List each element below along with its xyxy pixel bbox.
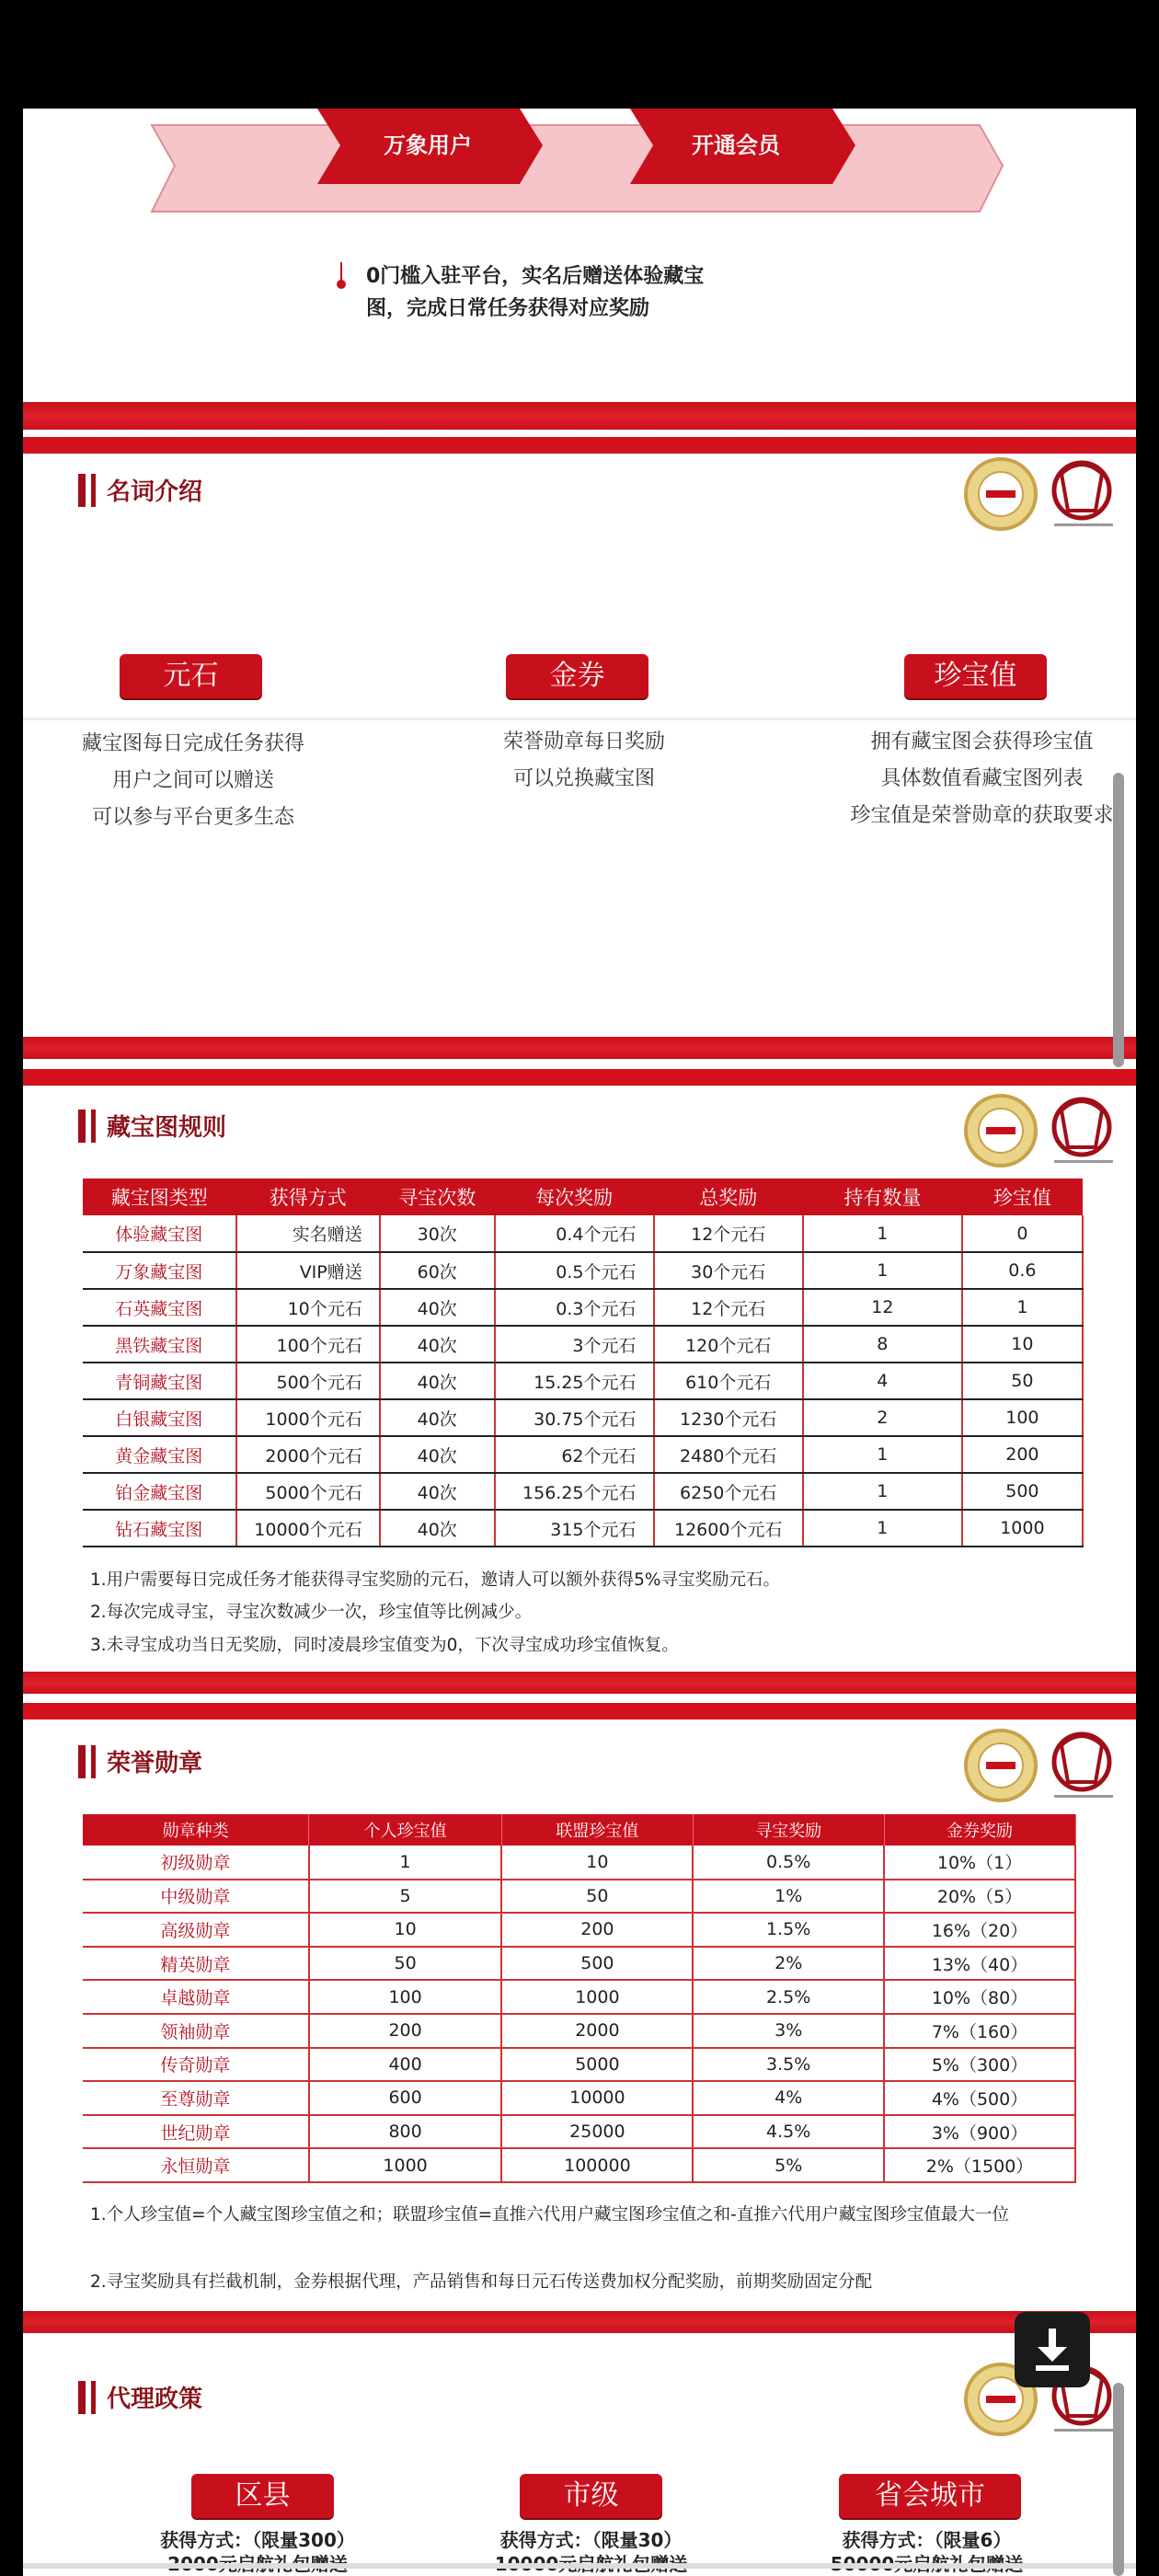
table-cell: 30次	[380, 1215, 495, 1252]
table-cell: 5	[309, 1880, 502, 1914]
medals-table	[83, 1814, 1076, 2183]
table-cell: 40次	[380, 1399, 495, 1436]
column-header: 寻宝次数	[380, 1179, 495, 1215]
table-cell: 传奇勋章	[83, 2048, 309, 2082]
table-row	[83, 2148, 1075, 2182]
table-cell: 5%	[693, 2148, 884, 2182]
table-cell: 50	[309, 1947, 502, 1981]
table-cell: 100	[309, 1980, 502, 2014]
table-cell: 40次	[380, 1510, 495, 1547]
map-note-3: 3.未寻宝成功当日无奖励，同时凌晨珍宝值变为0，下次寻宝成功珍宝值恢复。	[90, 1636, 679, 1655]
table-row	[83, 1510, 1083, 1547]
table-cell: 10个元石	[236, 1289, 380, 1326]
table-row	[83, 1363, 1083, 1399]
table-cell: 12600个元石	[654, 1510, 803, 1547]
column-header: 藏宝图类型	[83, 1179, 236, 1215]
table-cell: 50	[501, 1880, 693, 1914]
table-cell: 100000	[501, 2148, 693, 2182]
table-cell: 1000	[309, 2148, 502, 2182]
term-divider	[23, 718, 1136, 720]
table-cell: 20%（5）	[884, 1880, 1075, 1914]
medal-note-2: 2.寻宝奖励具有拦截机制，金券根据代理，产品销售和每日元石传送费加权分配奖励，前期奖励固定分配	[90, 2272, 873, 2292]
table-row	[83, 2014, 1075, 2048]
column-header: 联盟珍宝值	[501, 1814, 693, 1846]
table-cell: 4%	[693, 2081, 884, 2115]
section-title-terms: 名词介绍	[78, 473, 202, 507]
table-row	[83, 1252, 1083, 1289]
table-cell: 12	[803, 1289, 962, 1326]
table-cell: 5%（300）	[884, 2048, 1075, 2082]
table-cell: 8	[803, 1326, 962, 1363]
divider-line	[23, 437, 1136, 454]
table-cell: 100个元石	[236, 1326, 380, 1363]
column-header: 勋章种类	[83, 1814, 309, 1846]
download-button[interactable]	[1015, 2312, 1090, 2387]
table-cell: 5000	[501, 2048, 693, 2082]
table-row	[83, 1473, 1083, 1510]
intro-text-2: 图，完成日常任务获得对应奖励	[366, 297, 650, 320]
table-cell: 7%（160）	[884, 2014, 1075, 2048]
table-header-row	[83, 1179, 1083, 1215]
table-cell: 0	[962, 1215, 1083, 1252]
table-cell: 1230个元石	[654, 1399, 803, 1436]
term-desc-jinquan: 荣誉勋章每日奖励 可以兑换藏宝图	[502, 730, 665, 790]
table-cell: 30个元石	[654, 1252, 803, 1289]
table-cell: 16%（20）	[884, 1913, 1075, 1947]
table-cell: 2.5%	[693, 1980, 884, 2014]
table-cell: 12个元石	[654, 1215, 803, 1252]
flow-arrows	[23, 109, 1136, 219]
table-row	[83, 1215, 1083, 1252]
table-cell: 白银藏宝图	[83, 1399, 236, 1436]
table-cell: 高级勋章	[83, 1913, 309, 1947]
table-cell: 4.5%	[693, 2115, 884, 2149]
table-cell: 1	[803, 1473, 962, 1510]
section-title-medals: 荣誉勋章	[78, 1744, 202, 1778]
table-cell: 10%（80）	[884, 1980, 1075, 2014]
table-cell: 40次	[380, 1473, 495, 1510]
column-header: 总奖励	[654, 1179, 803, 1215]
table-row	[83, 2081, 1075, 2115]
table-cell: 3个元石	[495, 1326, 654, 1363]
table-cell: 40次	[380, 1436, 495, 1473]
table-cell: 3%（900）	[884, 2115, 1075, 2149]
section-title-agency: 代理政策	[78, 2380, 202, 2414]
table-cell: 1%	[693, 1880, 884, 1914]
table-cell: 万象藏宝图	[83, 1252, 236, 1289]
table-cell: 200	[501, 1913, 693, 1947]
medal-logo-icon	[962, 1727, 1124, 1804]
table-cell: 400	[309, 2048, 502, 2082]
agency-desc-city: 获得方式：（限量30）	[499, 2529, 683, 2551]
table-row	[83, 1289, 1083, 1326]
column-header: 获得方式	[236, 1179, 380, 1215]
table-cell: 0.5%	[693, 1846, 884, 1880]
table-cell: 100	[962, 1399, 1083, 1436]
map-rules-table	[83, 1179, 1084, 1547]
table-cell: 62个元石	[495, 1436, 654, 1473]
column-header: 珍宝值	[962, 1179, 1083, 1215]
agency-pill-county: 区县	[191, 2474, 334, 2518]
table-cell: 1000	[962, 1510, 1083, 1547]
scrollbar-thumb[interactable]	[1113, 2383, 1124, 2576]
section-title-map-rules: 藏宝图规则	[78, 1109, 226, 1143]
table-cell: 10%（1）	[884, 1846, 1075, 1880]
agency-pill-province: 省会城市	[839, 2474, 1021, 2518]
table-cell: 500	[962, 1473, 1083, 1510]
column-header: 每次奖励	[495, 1179, 654, 1215]
table-cell: 10000个元石	[236, 1510, 380, 1547]
table-cell: 1000个元石	[236, 1399, 380, 1436]
table-cell: 40次	[380, 1363, 495, 1399]
agency-pill-city: 市级	[520, 2474, 662, 2518]
table-header-row	[83, 1814, 1075, 1846]
table-cell: 2%（1500）	[884, 2148, 1075, 2182]
medal-logo-icon	[962, 455, 1124, 533]
table-row	[83, 1947, 1075, 1981]
table-cell: 0.5个元石	[495, 1252, 654, 1289]
table-cell: 13%（40）	[884, 1947, 1075, 1981]
table-cell: 30.75个元石	[495, 1399, 654, 1436]
table-cell: 4	[803, 1363, 962, 1399]
agency-desc-county: 获得方式：（限量300）	[160, 2529, 355, 2551]
map-note-2: 2.每次完成寻宝，寻宝次数减少一次，珍宝值等比例减少。	[90, 1603, 533, 1622]
table-cell: 3.5%	[693, 2048, 884, 2082]
table-row	[83, 1913, 1075, 1947]
table-cell: 200	[309, 2014, 502, 2048]
column-header: 金券奖励	[884, 1814, 1075, 1846]
divider-band	[23, 1672, 1136, 1694]
table-cell: 12个元石	[654, 1289, 803, 1326]
table-cell: 1	[309, 1846, 502, 1880]
download-icon	[1015, 2312, 1090, 2387]
divider-band	[23, 1037, 1136, 1059]
medal-logo-icon	[962, 1092, 1124, 1169]
table-cell: 156.25个元石	[495, 1473, 654, 1510]
table-row	[83, 1436, 1083, 1473]
flow-step-1: 万象用户	[384, 132, 472, 158]
table-cell: 1	[962, 1289, 1083, 1326]
table-cell: 500个元石	[236, 1363, 380, 1399]
flow-step-2: 开通会员	[692, 132, 780, 158]
bottom-divider	[23, 2563, 1136, 2569]
column-header: 个人珍宝值	[309, 1814, 502, 1846]
column-header: 寻宝奖励	[693, 1814, 884, 1846]
table-cell: 石英藏宝图	[83, 1289, 236, 1326]
table-cell: 黑铁藏宝图	[83, 1326, 236, 1363]
table-cell: 黄金藏宝图	[83, 1436, 236, 1473]
table-cell: 5000个元石	[236, 1473, 380, 1510]
table-row	[83, 1326, 1083, 1363]
table-cell: 2480个元石	[654, 1436, 803, 1473]
table-cell: 2	[803, 1399, 962, 1436]
term-pill-zhenbaozhi: 珍宝值	[904, 654, 1047, 698]
table-cell: 6250个元石	[654, 1473, 803, 1510]
table-cell: 315个元石	[495, 1510, 654, 1547]
scrollbar-thumb[interactable]	[1113, 773, 1124, 1067]
table-row	[83, 1846, 1075, 1880]
table-cell: 永恒勋章	[83, 2148, 309, 2182]
table-cell: 10	[309, 1913, 502, 1947]
table-cell: 800	[309, 2115, 502, 2149]
table-cell: 铂金藏宝图	[83, 1473, 236, 1510]
table-cell: 领袖勋章	[83, 2014, 309, 2048]
term-pill-jinquan: 金券	[506, 654, 648, 698]
medal-note-1: 1.个人珍宝值=个人藏宝图珍宝值之和；联盟珍宝值=直推六代用户藏宝图珍宝值之和-直推六代用户藏宝图珍宝值最大一位	[90, 2205, 1009, 2225]
table-cell: 至尊勋章	[83, 2081, 309, 2115]
table-cell: 3%	[693, 2014, 884, 2048]
table-cell: 2000个元石	[236, 1436, 380, 1473]
table-cell: 60次	[380, 1252, 495, 1289]
table-cell: 青铜藏宝图	[83, 1363, 236, 1399]
table-cell: 610个元石	[654, 1363, 803, 1399]
map-note-1: 1.用户需要每日完成任务才能获得寻宝奖励的元石，邀请人可以额外获得5%寻宝奖励元石。	[90, 1570, 781, 1590]
table-cell: 精英勋章	[83, 1947, 309, 1981]
table-cell: 200	[962, 1436, 1083, 1473]
table-cell: 0.3个元石	[495, 1289, 654, 1326]
table-cell: 10	[501, 1846, 693, 1880]
table-cell: 体验藏宝图	[83, 1215, 236, 1252]
table-cell: 4%（500）	[884, 2081, 1075, 2115]
timeline-dot	[337, 280, 346, 289]
table-cell: 中级勋章	[83, 1880, 309, 1914]
divider-line	[23, 1703, 1136, 1719]
table-cell: 1	[803, 1510, 962, 1547]
table-cell: 50	[962, 1363, 1083, 1399]
table-cell: 0.6	[962, 1252, 1083, 1289]
table-cell: 500	[501, 1947, 693, 1981]
table-cell: 40次	[380, 1326, 495, 1363]
column-header: 持有数量	[803, 1179, 962, 1215]
table-cell: 2%	[693, 1947, 884, 1981]
table-cell: 初级勋章	[83, 1846, 309, 1880]
divider-band	[23, 402, 1136, 430]
table-cell: 实名赠送	[236, 1215, 380, 1252]
table-cell: 600	[309, 2081, 502, 2115]
term-pill-yuanshi: 元石	[120, 654, 262, 698]
divider-line	[23, 1069, 1136, 1086]
table-cell: 世纪勋章	[83, 2115, 309, 2149]
table-cell: 15.25个元石	[495, 1363, 654, 1399]
table-cell: 2000	[501, 2014, 693, 2048]
term-desc-yuanshi: 藏宝图每日完成任务获得 用户之间可以赠送 可以参与平台更多生态	[81, 732, 304, 829]
table-cell: 1	[803, 1252, 962, 1289]
table-cell: 1000	[501, 1980, 693, 2014]
table-cell: 10	[962, 1326, 1083, 1363]
table-cell: 120个元石	[654, 1326, 803, 1363]
table-row	[83, 1880, 1075, 1914]
table-cell: 25000	[501, 2115, 693, 2149]
intro-text-1: 0门槛入驻平台，实名后赠送体验藏宝	[366, 265, 705, 288]
agency-desc-province: 获得方式：（限量6）	[842, 2529, 1012, 2551]
table-cell: 卓越勋章	[83, 1980, 309, 2014]
table-row	[83, 2048, 1075, 2082]
term-desc-zhenbaozhi: 拥有藏宝图会获得珍宝值 具体数值看藏宝图列表 珍宝值是荣誉勋章的获取要求	[850, 730, 1114, 827]
divider-band	[23, 2311, 1136, 2333]
table-cell: 0.4个元石	[495, 1215, 654, 1252]
table-cell: 1	[803, 1436, 962, 1473]
table-cell: 10000	[501, 2081, 693, 2115]
table-cell: 1.5%	[693, 1913, 884, 1947]
table-cell: VIP赠送	[236, 1252, 380, 1289]
table-row	[83, 1399, 1083, 1436]
table-row	[83, 1980, 1075, 2014]
table-cell: 40次	[380, 1289, 495, 1326]
table-row	[83, 2115, 1075, 2149]
table-cell: 1	[803, 1215, 962, 1252]
table-cell: 钻石藏宝图	[83, 1510, 236, 1547]
